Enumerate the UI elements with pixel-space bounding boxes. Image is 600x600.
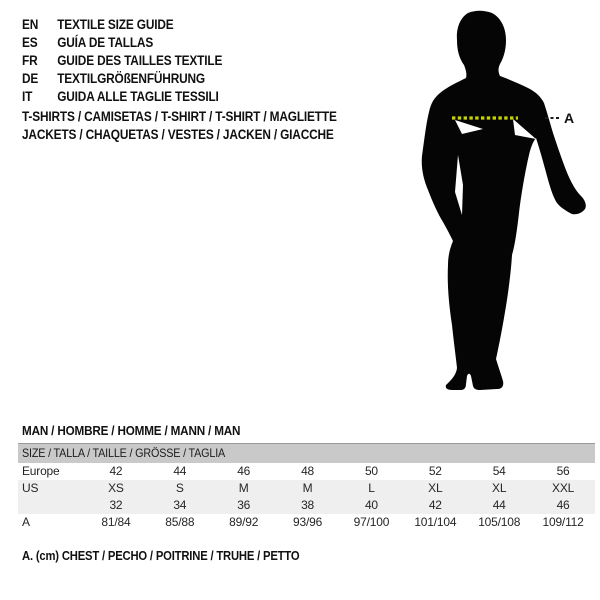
language-code: FR <box>22 53 38 68</box>
language-code: IT <box>22 89 33 104</box>
size-value: 36 <box>237 498 251 512</box>
row-label: US <box>22 481 39 495</box>
size-value: 93/96 <box>293 515 323 529</box>
size-value: 54 <box>492 464 506 478</box>
language-label: TEXTILGRÖßENFÜHRUNG <box>57 71 205 86</box>
size-value: 101/104 <box>414 515 457 529</box>
size-value: 34 <box>173 498 187 512</box>
size-value: 81/84 <box>101 515 131 529</box>
size-value: 56 <box>556 464 570 478</box>
size-value: 52 <box>428 464 442 478</box>
size-value: 85/88 <box>165 515 195 529</box>
size-value: M <box>238 481 249 495</box>
category-line: JACKETS / CHAQUETAS / VESTES / JACKEN / GIACCHE <box>22 127 334 142</box>
row-label: Europe <box>22 464 60 478</box>
language-label: GUIDA ALLE TAGLIE TESSILI <box>57 89 219 104</box>
size-value: XXL <box>552 481 575 495</box>
table-row <box>18 463 595 480</box>
size-table-header <box>18 444 595 463</box>
size-value: 44 <box>492 498 506 512</box>
size-value: 89/92 <box>229 515 259 529</box>
size-value: 46 <box>556 498 570 512</box>
size-value: XL <box>428 481 443 495</box>
language-code: DE <box>22 71 39 86</box>
size-value: 50 <box>364 464 378 478</box>
size-value: 109/112 <box>542 515 584 529</box>
size-value: 44 <box>173 464 187 478</box>
size-value: 42 <box>109 464 123 478</box>
language-code: EN <box>22 17 39 32</box>
section-title: MAN / HOMBRE / HOMME / MANN / MAN <box>22 423 241 438</box>
size-value: 48 <box>301 464 315 478</box>
size-table-header-label: SIZE / TALLA / TAILLE / GRÖSSE / TAGLIA <box>22 446 226 460</box>
language-label: GUIDE DES TAILLES TEXTILE <box>57 53 223 68</box>
size-value: S <box>175 481 184 495</box>
table-row <box>18 497 595 514</box>
language-code: ES <box>22 35 38 50</box>
category-line: T-SHIRTS / CAMISETAS / T-SHIRT / T-SHIRT / MAGLIETTE <box>22 109 337 124</box>
size-value: 97/100 <box>353 515 390 529</box>
language-label: GUÍA DE TALLAS <box>57 35 154 50</box>
man-silhouette <box>422 11 586 390</box>
size-value: 32 <box>109 498 123 512</box>
language-label: TEXTILE SIZE GUIDE <box>57 17 174 32</box>
size-value: L <box>368 481 375 495</box>
table-row <box>18 514 595 531</box>
size-value: 46 <box>237 464 251 478</box>
size-value: XS <box>108 481 124 495</box>
size-value: 38 <box>301 498 315 512</box>
row-label <box>18 497 84 514</box>
size-table-body <box>18 463 595 531</box>
measure-label-a: A <box>564 110 575 126</box>
measurement-footnote: A. (cm) CHEST / PECHO / POITRINE / TRUHE / PETTO <box>22 549 300 563</box>
size-value: XL <box>492 481 507 495</box>
size-value: 42 <box>428 498 442 512</box>
table-row <box>18 480 595 497</box>
row-label: A <box>22 515 30 529</box>
size-table <box>18 443 595 531</box>
size-value: 105/108 <box>478 515 521 529</box>
size-value: 40 <box>364 498 378 512</box>
size-value: M <box>302 481 313 495</box>
